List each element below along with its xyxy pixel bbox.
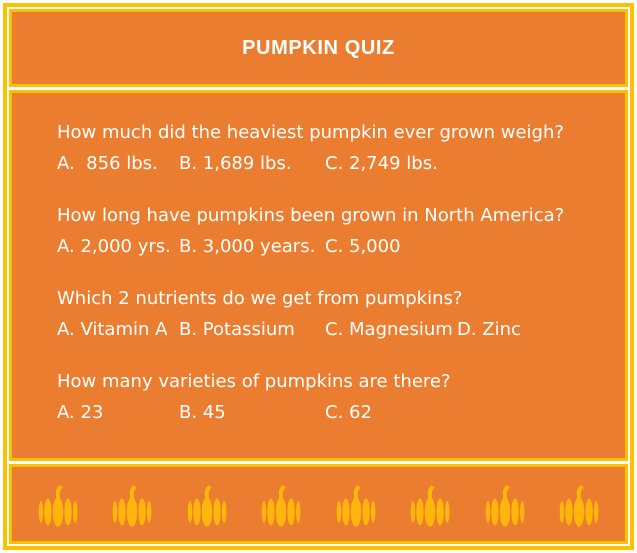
pumpkin-icon — [187, 482, 227, 528]
page-title: PUMPKIN QUIZ — [242, 36, 395, 59]
pumpkin-icon — [559, 482, 599, 528]
question-text: How long have pumpkins been grown in North America? — [57, 205, 565, 226]
answer-option: C. Magnesium — [325, 319, 453, 340]
answer-row — [57, 231, 613, 262]
pumpkin-icon — [410, 482, 450, 528]
outer-frame — [3, 3, 634, 550]
header — [9, 9, 628, 87]
answer-option: B. 3,000 years. — [179, 236, 316, 257]
pumpkin-icon — [261, 482, 301, 528]
question-block-3 — [57, 283, 613, 345]
question-block-4 — [57, 366, 613, 428]
answer-option: B. 1,689 lbs. — [179, 153, 292, 174]
answer-row — [57, 397, 613, 428]
answer-option: B. 45 — [179, 402, 226, 423]
quiz-body — [9, 90, 628, 461]
answer-option: A. 856 lbs. — [57, 153, 158, 174]
question-text: How much did the heaviest pumpkin ever grown weigh? — [57, 122, 564, 143]
answer-option: A. 2,000 yrs. — [57, 236, 171, 257]
question-text: How many varieties of pumpkins are there? — [57, 371, 451, 392]
pumpkin-icon — [38, 482, 78, 528]
pumpkin-icon — [112, 482, 152, 528]
answer-option: C. 62 — [325, 402, 372, 423]
pumpkin-icon — [485, 482, 525, 528]
answer-option: D. Zinc — [457, 319, 521, 340]
answer-row — [57, 148, 613, 179]
answer-option: B. Potassium — [179, 319, 295, 340]
answer-option: C. 5,000 — [325, 236, 401, 257]
pumpkin-border-strip — [9, 464, 628, 544]
answer-option: C. 2,749 lbs. — [325, 153, 438, 174]
answer-option: A. 23 — [57, 402, 104, 423]
pumpkin-icon — [336, 482, 376, 528]
question-block-2 — [57, 200, 613, 262]
question-block-1 — [57, 117, 613, 179]
answer-row — [57, 314, 613, 345]
answer-option: A. Vitamin A — [57, 319, 168, 340]
question-text: Which 2 nutrients do we get from pumpkins? — [57, 288, 463, 309]
